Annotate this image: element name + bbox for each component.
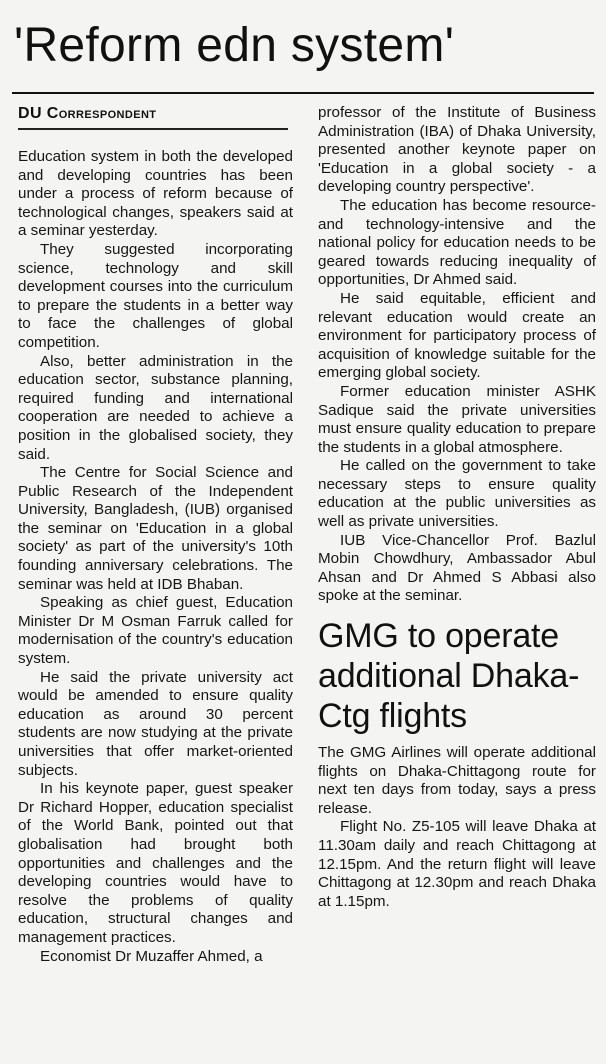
paragraph: He called on the government to take necessary steps to ensure quality education at the public universities as well as private universities. [318,457,596,531]
paragraph: Economist Dr Muzaffer Ahmed, a [40,947,263,965]
paragraph: In his keynote paper, guest speaker Dr Richard Hopper, education specialist of the World Bank, pointed out that globalisation had brought both opportunities and challenges and the developing countries would have to resolve the problems of quality education, structural changes and management practices. [18,780,293,946]
paragraph: Flight No. Z5-105 will leave Dhaka at 11.30am daily and reach Chittagong at 12.15pm. And the return flight will leave Chittagong at 12.30pm and reach Dhaka at 1.15pm. [318,818,596,910]
paragraph: Also, better administration in the education sector, substance planning, required funding and international cooperation are needed to achieve a position in the globalised society, they said. [18,352,293,463]
paragraph: IUB Vice-Chancellor Prof. Bazlul Mobin Chowdhury, Ambassador Abul Ahsan and Dr Ahmed S Abbasi also spoke at the seminar. [318,531,596,605]
paragraph: The Centre for Social Science and Public Research of the Independent University, Bangladesh, (IUB) organised the seminar on 'Education in a global society' as part of the university's 10th founding anniversary celebrations. The seminar was held at IDB Bhaban. [18,464,293,593]
paragraph: Former education minister ASHK Sadique said the private universities must ensure quality education to prepare the students in a global atmosphere. [318,382,596,456]
byline: DU Correspondent [18,105,157,122]
byline-rule [18,128,288,130]
paragraph: The education has become resource- and technology-intensive and the national policy for education needs to be geared towards reducing inequality of opportunities, Dr Ahmed said. [318,196,596,289]
paragraph: professor of the Institute of Business Administration (IBA) of Dhaka University, presented another keynote paper on 'Education in a global society - a developing country perspective'. [318,104,596,196]
second-article-headline: GMG to operate additional Dhaka-Ctg flights [318,617,580,736]
paragraph: They suggested incorporating science, technology and skill development courses into the curriculum to prepare the students in a better way to face the challenges of global competition. [18,240,293,351]
paragraph: He said equitable, efficient and relevant education would create an environment for participatory process of acquisition of knowledge suitable for the emerging global society. [318,289,596,382]
headline-rule [12,92,594,94]
paragraph: Education system in both the developed and developing countries has been under a process of reform because of technological changes, speakers said at a seminar yesterday. [18,148,293,240]
paragraph: Speaking as chief guest, Education Minister Dr M Osman Farruk called for modernisation of the country's education system. [18,594,293,668]
right-column [318,104,596,911]
paragraph: He said the private university act would be amended to ensure quality education as around 30 percent students are now studying at the private universities that offer market-oriented subjects. [18,668,293,779]
left-column [18,102,293,966]
paragraph: The GMG Airlines will operate additional flights on Dhaka-Chittagong route for next ten days from today, says a press release. [318,744,596,817]
article-headline: 'Reform edn system' [14,19,455,72]
